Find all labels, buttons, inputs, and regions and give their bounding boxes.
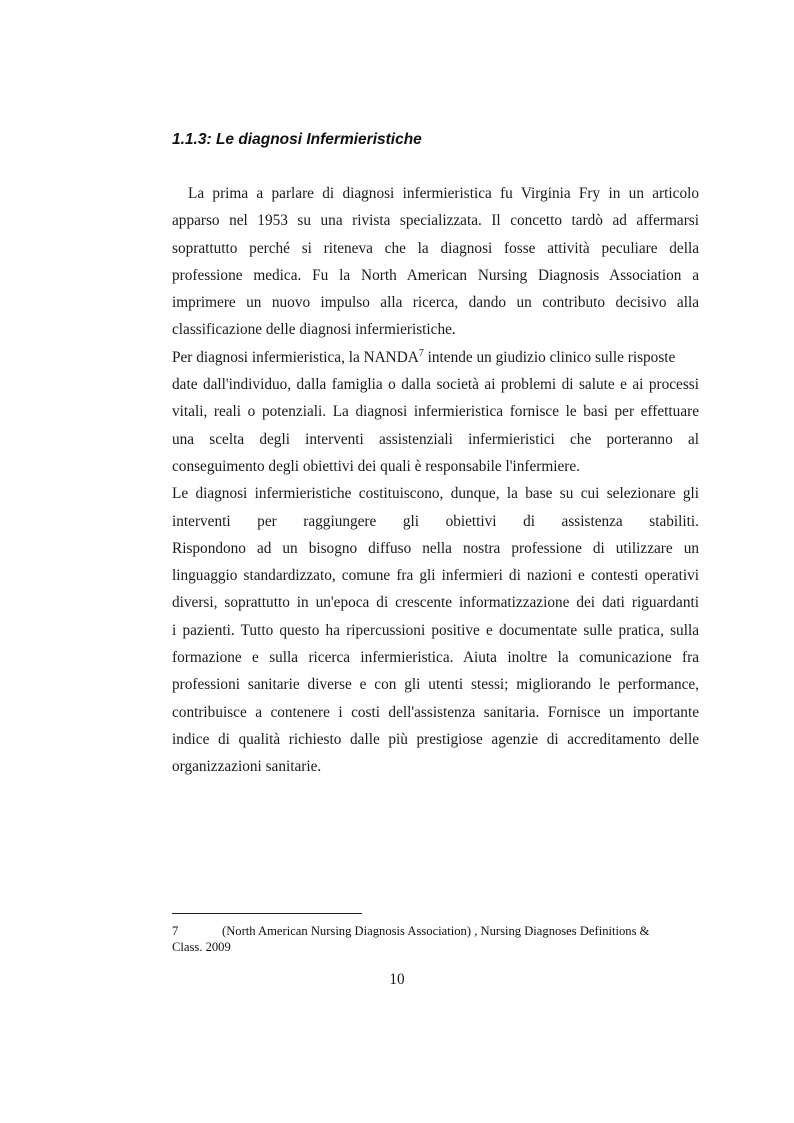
paragraph-line: i pazienti. Tutto questo ha ripercussioni positive e documentate sulle pratica, sulla: [172, 621, 699, 639]
paragraph-line: professioni sanitarie diverse e con gli utenti stessi; migliorando le performance,: [172, 676, 699, 694]
paragraph-line: organizzazioni sanitarie.: [172, 758, 322, 776]
paragraph-line: diversi, soprattutto in un'epoca di crescente informatizzazione dei dati riguardanti: [172, 594, 699, 612]
paragraph-line: indice di qualità richiesto dalle più prestigiose agenzie di accreditamento delle: [172, 730, 699, 748]
paragraph-line: conseguimento degli obiettivi dei quali è responsabile l'infermiere.: [172, 457, 581, 475]
footnote-divider: [172, 913, 362, 914]
section-heading: 1.1.3: Le diagnosi Infermieristiche: [172, 131, 422, 148]
paragraph-line: vitali, reali o potenziali. La diagnosi infermieristica fornisce le basi per effettuare: [172, 403, 699, 421]
footnote-text: (North American Nursing Diagnosis Association) , Nursing Diagnoses Definitions &: [222, 924, 650, 938]
paragraph-line: interventi per raggiungere gli obiettivi di assistenza stabiliti.: [172, 512, 699, 530]
paragraph-line: Rispondono ad un bisogno diffuso nella nostra professione di utilizzare un: [172, 539, 699, 557]
page-number: 10: [389, 971, 405, 988]
paragraph-line: professione medica. Fu la North American Nursing Diagnosis Association a: [172, 266, 699, 284]
paragraph-line: una scelta degli interventi assistenziali infermieristici che porteranno al: [172, 430, 699, 448]
body-text: [172, 180, 699, 781]
paragraph-line: Le diagnosi infermieristiche costituiscono, dunque, la base su cui selezionare gli: [172, 485, 699, 503]
paragraph-line: date dall'individuo, dalla famiglia o dalla società ai problemi di salute e ai processi: [172, 376, 699, 394]
paragraph-line: contribuisce a contenere i costi dell'assistenza sanitaria. Fornisce un importante: [172, 703, 699, 721]
paragraph-line: imprimere un nuovo impulso alla ricerca, dando un contributo decisivo alla: [172, 294, 699, 312]
footnote-reference[interactable]: 7: [418, 347, 424, 359]
nanda-text-before: Per diagnosi infermieristica, la NANDA: [172, 348, 419, 366]
nanda-text-after: intende un giudizio clinico sulle risposte: [423, 348, 676, 366]
footnote: [172, 923, 682, 955]
paragraph-line: La prima a parlare di diagnosi infermieristica fu Virginia Fry in un articolo: [188, 185, 699, 202]
paragraph-line: soprattutto perché si riteneva che la diagnosi fosse attività peculiare della: [172, 239, 699, 257]
footnote-line: [172, 923, 682, 939]
paragraph-line-nanda: [172, 344, 699, 371]
paragraph-line: classificazione delle diagnosi infermieristiche.: [172, 321, 456, 339]
footnote-number: 7: [172, 924, 179, 938]
footnote-line: Class. 2009: [172, 940, 231, 954]
paragraph-line: formazione e sulla ricerca infermieristica. Aiuta inoltre la comunicazione fra: [172, 649, 699, 667]
paragraph-line: apparso nel 1953 su una rivista specializzata. Il concetto tardò ad affermarsi: [172, 212, 699, 230]
paragraph-line: linguaggio standardizzato, comune fra gli infermieri di nazioni e contesti operativi: [172, 567, 699, 585]
